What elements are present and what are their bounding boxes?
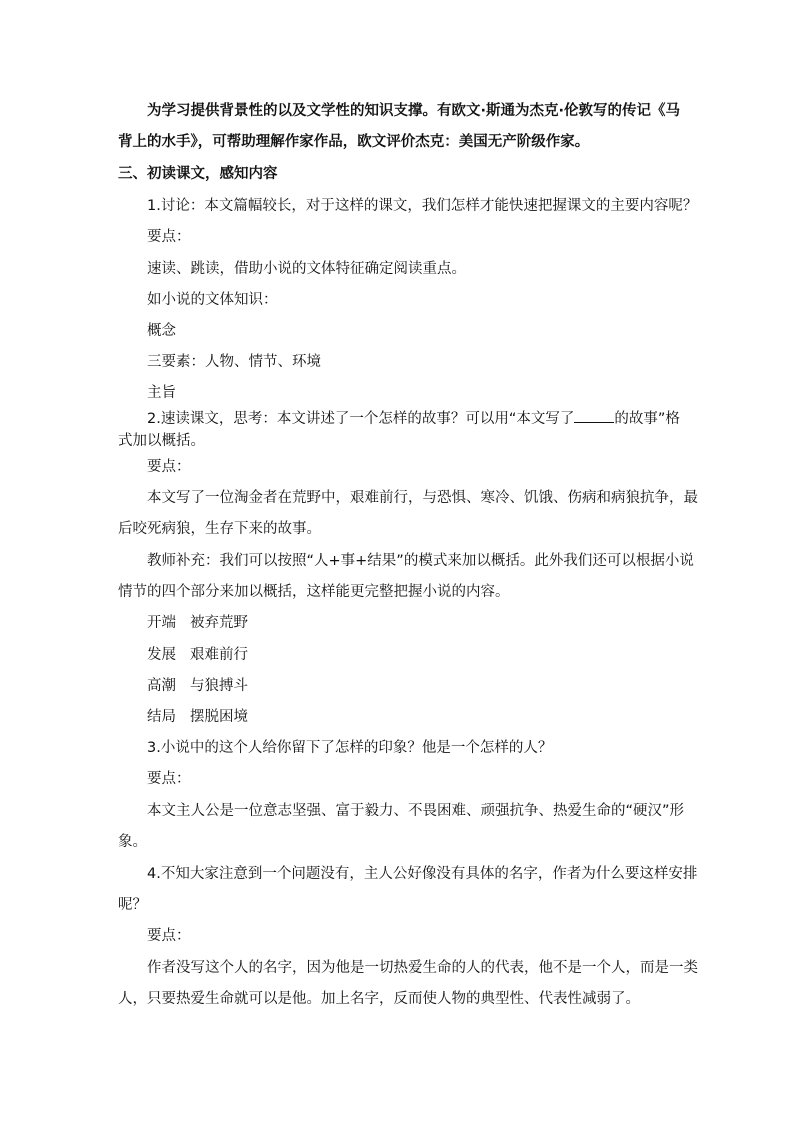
intro-line-2: 背上的水手》，可帮助理解作家作品，欧文评价杰克：美国无产阶级作家。	[118, 134, 590, 150]
q2-question-before-blank: 2.速读课文，思考：本文讲述了一个怎样的故事？可以用“本文写了	[147, 411, 575, 427]
q2-supplement-line-2: 情节的四个部分来加以概括，这样能更完整把握小说的内容。	[118, 584, 510, 600]
q1-answer: 速读、跳读，借助小说的文体特征确定阅读重点。	[147, 261, 466, 277]
plot-desc: 艰难前行	[190, 647, 248, 663]
plot-desc: 与狼搏斗	[190, 678, 248, 694]
plot-stage: 结局	[147, 709, 176, 725]
q2-question-line-2: 式加以概括。	[118, 433, 205, 449]
q3-answer-line-1: 本文主人公是一位意志坚强、富于毅力、不畏困难、顽强抗争、热爱生命的“硬汉”形	[147, 803, 685, 819]
q3-key-label: 要点：	[147, 771, 191, 787]
q2-key-label: 要点：	[147, 459, 191, 475]
q2-question-line-1	[147, 409, 680, 429]
q2-answer-line-2: 后咬死病狼，生存下来的故事。	[118, 521, 321, 537]
section-heading: 三、初读课文，感知内容	[118, 166, 278, 182]
plot-row	[147, 613, 248, 633]
plot-stage: 发展	[147, 647, 176, 663]
q3-answer-line-2: 象。	[118, 834, 147, 850]
plot-desc: 摆脱困境	[190, 709, 248, 725]
q4-question-line-2: 呢？	[118, 897, 147, 913]
q1-item: 概念	[147, 323, 176, 339]
q2-answer-line-1: 本文写了一位淘金者在荒野中，艰难前行，与恐惧、寒冷、饥饿、伤病和病狼抗争，最	[147, 490, 698, 506]
q1-knowledge-intro: 如小说的文体知识：	[147, 292, 278, 308]
q3-question: 3.小说中的这个人给你留下了怎样的印象？他是一个怎样的人？	[147, 740, 553, 756]
q1-key-label: 要点：	[147, 229, 191, 245]
plot-stage: 高潮	[147, 678, 176, 694]
q4-answer-line-2: 人，只要热爱生命就可以是他。加上名字，反而使人物的典型性、代表性减弱了。	[118, 991, 640, 1007]
q1-item: 三要素：人物、情节、环境	[147, 354, 321, 370]
q2-question-after-blank: 的故事”格	[614, 411, 680, 427]
q2-supplement-line-1: 教师补充：我们可以按照“人+事+结果”的模式来加以概括。此外我们还可以根据小说	[147, 553, 694, 569]
plot-row	[147, 707, 248, 727]
q1-item: 主旨	[147, 385, 176, 401]
q1-question: 1.讨论：本文篇幅较长，对于这样的课文，我们怎样才能快速把握课文的主要内容呢？	[147, 198, 698, 214]
q4-key-label: 要点：	[147, 928, 191, 944]
plot-desc: 被弃荒野	[190, 615, 248, 631]
plot-row	[147, 645, 248, 665]
q4-answer-line-1: 作者没写这个人的名字，因为他是一切热爱生命的人的代表，他不是一个人，而是一类	[147, 960, 698, 976]
q4-question-line-1: 4.不知大家注意到一个问题没有，主人公好像没有具体的名字，作者为什么要这样安排	[147, 866, 698, 882]
plot-stage: 开端	[147, 615, 176, 631]
intro-line-1: 为学习提供背景性的以及文学性的知识支撑。有欧文·斯通为杰克·伦敦写的传记《马	[147, 103, 681, 119]
plot-row	[147, 676, 248, 696]
fill-in-blank	[574, 410, 614, 423]
